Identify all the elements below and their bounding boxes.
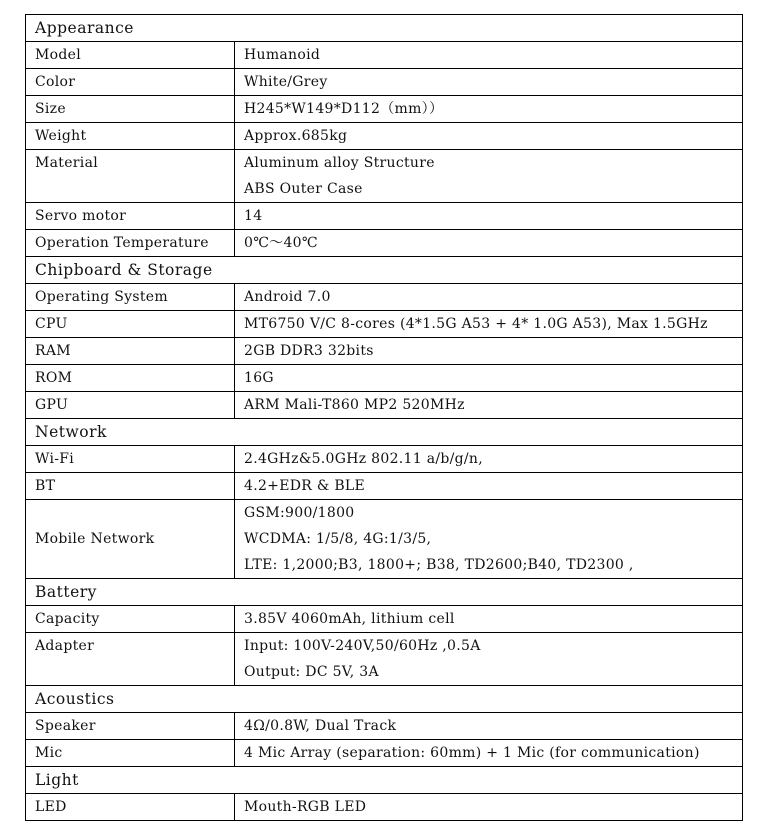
spec-value: 16G <box>235 365 743 392</box>
table-row <box>26 96 743 123</box>
spec-label: LED <box>26 794 235 821</box>
spec-label: Model <box>26 42 235 69</box>
spec-label: Weight <box>26 123 235 150</box>
section-title: Acoustics <box>26 686 743 713</box>
table-row <box>26 203 743 230</box>
spec-label: Size <box>26 96 235 123</box>
section-header-battery <box>26 579 743 606</box>
table-row <box>26 123 743 150</box>
spec-value-line: GSM:900/1800 <box>244 505 355 521</box>
table-row <box>26 500 743 579</box>
spec-value: Approx.685kg <box>235 123 743 150</box>
spec-value: 4 Mic Array (separation: 60mm) + 1 Mic (for communication) <box>235 740 743 767</box>
spec-value: 14 <box>235 203 743 230</box>
spec-value: White/Grey <box>235 69 743 96</box>
spec-value: H245*W149*D112（mm）） <box>235 96 743 123</box>
spec-value: 2GB DDR3 32bits <box>235 338 743 365</box>
table-row <box>26 740 743 767</box>
spec-value-line: Aluminum alloy Structure <box>244 155 435 171</box>
section-header-chipboard-storage <box>26 257 743 284</box>
spec-label: Color <box>26 69 235 96</box>
table-row <box>26 473 743 500</box>
spec-label: Operation Temperature <box>26 230 235 257</box>
spec-label: Operating System <box>26 284 235 311</box>
table-row <box>26 606 743 633</box>
spec-label: ROM <box>26 365 235 392</box>
table-row <box>26 69 743 96</box>
table-row <box>26 230 743 257</box>
spec-value: 2.4GHz&5.0GHz 802.11 a/b/g/n, <box>235 446 743 473</box>
spec-label: Adapter <box>26 633 235 686</box>
spec-label: Servo motor <box>26 203 235 230</box>
spec-value <box>235 633 743 686</box>
table-row <box>26 42 743 69</box>
spec-value: Android 7.0 <box>235 284 743 311</box>
spec-label: Material <box>26 150 235 203</box>
spec-label: GPU <box>26 392 235 419</box>
section-header-light <box>26 767 743 794</box>
spec-table <box>25 14 743 821</box>
spec-table-body <box>26 15 743 821</box>
spec-label: Speaker <box>26 713 235 740</box>
spec-value: ARM Mali-T860 MP2 520MHz <box>235 392 743 419</box>
section-header-appearance <box>26 15 743 42</box>
spec-value: MT6750 V/C 8-cores (4*1.5G A53 + 4* 1.0G A53), Max 1.5GHz <box>235 311 743 338</box>
section-title: Appearance <box>26 15 743 42</box>
table-row <box>26 365 743 392</box>
table-row <box>26 392 743 419</box>
section-header-acoustics <box>26 686 743 713</box>
spec-value: 4Ω/0.8W, Dual Track <box>235 713 743 740</box>
spec-label: Mic <box>26 740 235 767</box>
spec-label: BT <box>26 473 235 500</box>
spec-value: 0℃～40℃ <box>235 230 743 257</box>
spec-value <box>235 150 743 203</box>
spec-label: Wi-Fi <box>26 446 235 473</box>
spec-label: RAM <box>26 338 235 365</box>
section-title: Network <box>26 419 743 446</box>
table-row <box>26 713 743 740</box>
spec-value-line: Input: 100V-240V,50/60Hz ,0.5A <box>244 638 481 654</box>
spec-value: 3.85V 4060mAh, lithium cell <box>235 606 743 633</box>
table-row <box>26 311 743 338</box>
spec-value-line: Output: DC 5V, 3A <box>244 664 379 680</box>
spec-label: CPU <box>26 311 235 338</box>
spec-value-line: LTE: 1,2000;B3, 1800+; B38, TD2600;B40, TD2300 , <box>244 557 634 573</box>
spec-value <box>235 500 743 579</box>
section-title: Battery <box>26 579 743 606</box>
spec-label: Capacity <box>26 606 235 633</box>
section-title: Light <box>26 767 743 794</box>
spec-value-line: WCDMA: 1/5/8, 4G:1/3/5, <box>244 531 432 547</box>
table-row <box>26 338 743 365</box>
spec-value: Humanoid <box>235 42 743 69</box>
spec-value-line: ABS Outer Case <box>244 181 363 197</box>
spec-value: Mouth-RGB LED <box>235 794 743 821</box>
section-header-network <box>26 419 743 446</box>
spec-value: 4.2+EDR & BLE <box>235 473 743 500</box>
table-row <box>26 633 743 686</box>
spec-label: Mobile Network <box>26 500 235 579</box>
table-row <box>26 794 743 821</box>
section-title: Chipboard & Storage <box>26 257 743 284</box>
table-row <box>26 446 743 473</box>
table-row <box>26 150 743 203</box>
table-row <box>26 284 743 311</box>
